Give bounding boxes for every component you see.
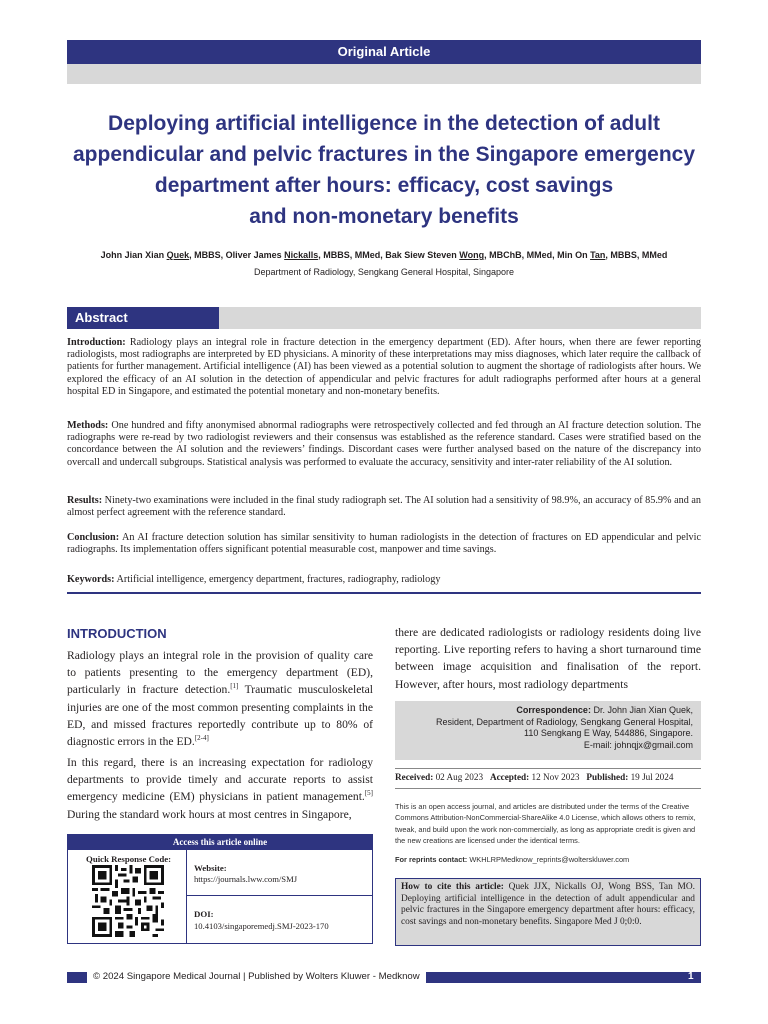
accepted-label: Accepted: (489, 772, 530, 782)
author-surname: Tan (590, 250, 606, 260)
abstract-keywords (67, 574, 701, 586)
abstract-results (67, 495, 701, 519)
article-type-banner: Original Article (67, 40, 701, 64)
website-link[interactable]: https://journals.lww.com/SMJ (194, 874, 298, 884)
abstract-label: Methods: (67, 420, 109, 431)
author-degrees: , MBBS, MMed, (318, 250, 386, 260)
author-degrees: , MBBS, MMed (605, 250, 668, 260)
author-surname: Quek (166, 250, 190, 260)
citation-ref[interactable]: [1] (230, 682, 239, 691)
intro-paragraph-continued: there are dedicated radiologists or radiology residents doing live reporting. Live reporting refers to having a short turnaround time between image acquisition and finalisation of the report. However, after hours, most radiology departments (395, 626, 701, 691)
correspondence-box (395, 701, 701, 760)
citation-ref[interactable]: [2-4] (194, 734, 209, 743)
intro-paragraph-1 (67, 647, 373, 750)
page-number: 1 (688, 971, 694, 982)
cite-text: Quek JJX, Nickalls OJ, Wong BSS, Tan MO. Deploying artificial intelligence in the detection of adult appendicular and pelvic fractures in the Singapore emergency department after hours: efficacy, cost savings and non-monetary benefits. Singapore Med J 0;0:0. (401, 882, 695, 927)
reprints-email[interactable]: WKHLRPMedknow_reprints@wolterskluwer.com (467, 855, 630, 864)
affiliation: Department of Radiology, Sengkang General Hospital, Singapore (254, 267, 514, 277)
section-heading-introduction: INTRODUCTION (67, 626, 167, 641)
published-date: 19 Jul 2024 (628, 772, 674, 782)
author-list (60, 250, 708, 260)
correspondence-email[interactable]: E-mail: johnqjx@gmail.com (583, 739, 693, 750)
license-notice: This is an open access journal, and articles are distributed under the terms of the Creative Commons Attribution-NonCommercial-ShareAlike 4.0 License, which allows others to remix, tweak, and build upon the work non-commercially, as long as appropriate credit is given and the new creations are licensed under the identical terms. (395, 802, 696, 845)
page-number-box (672, 972, 701, 983)
qr-code-icon[interactable] (92, 865, 164, 937)
received-label: Received: (395, 772, 434, 782)
abstract-label: Introduction: (67, 337, 126, 348)
abstract-label: Keywords: (67, 574, 115, 585)
abstract-text: An AI fracture detection solution has similar sensitivity to human radiologists in the detection of fractures on ED appendicular and pelvic radiographs. Its implementation offers significant potential measurable cost, manpower and time savings. (67, 532, 701, 556)
author-given-name: Min On (557, 250, 591, 260)
abstract-conclusion (67, 532, 701, 556)
citation-ref[interactable]: [5] (364, 789, 373, 798)
doi-label: DOI: (194, 909, 214, 919)
author-given-name: John Jian Xian (100, 250, 167, 260)
access-divider (186, 850, 187, 943)
body-text: During the standard work hours at most centres in Singapore, (67, 807, 352, 821)
abstract-text: Radiology plays an integral role in fracture detection in the emergency department (ED). After hours, when there are fewer reporting radiologists, most radiographs are interpreted by ED physicians. A minority of these interpretations may miss diagnoses, which later require the callback of patients for further management. Artificial intelligence (AI) has been viewed as a potential solution to augment the shortage of radiologists after hours. We explored the efficacy of an AI solution in the detection of appendicular and pelvic fractures for adult radiographs performed after hours at a general hospital ED in Singapore, and estimated the potential monetary and non-monetary benefits. (67, 337, 701, 397)
abstract-text: One hundred and fifty anonymised abnormal radiographs were retrospectively collected and fed through an AI fracture detection solution. The radiographs were re-read by two radiologist reviewers and their consensus was established as the reference standard. Cases were stratified based on the concordance between the AI solution and the reviewers’ findings. Discordant cases were further analysed based on the nature of the discrepancy into overcall and undercall subgroups. Statistical analysis was performed to evaluate the accuracy, sensitivity and inter-rater reliability of the AI solution. (67, 420, 701, 468)
author-degrees: , MBChB, MMed, (484, 250, 558, 260)
body-text: Traumatic musculoskeletal injuries are one of the most common presenting complaints in the ED, and missed fractures reportedly contribute up to 80% of diagnostic errors in the ED. (67, 683, 373, 749)
published-label: Published: (586, 772, 629, 782)
abstract-divider (67, 592, 701, 594)
author-given-name: Oliver James (225, 250, 285, 260)
abstract-heading: Abstract (67, 307, 219, 329)
cite-label: How to cite this article: (401, 882, 504, 892)
access-online-box (67, 834, 373, 944)
intro-paragraph-2 (67, 754, 373, 823)
correspondence-line: Resident, Department of Radiology, Sengkang General Hospital, (436, 716, 693, 727)
abstract-text: Artificial intelligence, emergency department, fractures, radiography, radiology (114, 574, 441, 585)
author-given-name: Bak Siew Steven (385, 250, 460, 260)
abstract-label: Conclusion: (67, 532, 120, 543)
reprints-contact (395, 855, 701, 864)
website-label: Website: (194, 863, 227, 873)
abstract-text: Ninety-two examinations were included in the final study radiograph set. The AI solution had a sensitivity of 98.9%, an accuracy of 85.9% and an almost perfect agreement with the reference standard. (67, 495, 701, 519)
title-line: appendicular and pelvic fractures in the Singapore emergency (72, 143, 696, 166)
reprints-label: For reprints contact: (395, 855, 468, 864)
banner-strip (67, 64, 701, 84)
title-line: and non-monetary benefits (249, 205, 519, 228)
body-text: In this regard, there is an increasing expectation for radiology departments to provide timely and accurate reports to assist emergency medicine (EM) physicians in patient management. (67, 756, 373, 804)
article-dates (395, 768, 701, 789)
abstract-methods (67, 420, 701, 469)
how-to-cite-box (395, 878, 701, 946)
correspondence-line: 110 Sengkang E Way, 544886, Singapore. (524, 728, 693, 738)
footer-copyright: © 2024 Singapore Medical Journal | Published by Wolters Kluwer - Medknow (87, 970, 426, 984)
abstract-label: Results: (67, 495, 103, 506)
access-heading: Access this article online (68, 835, 372, 850)
correspondence-name: Dr. John Jian Xian Quek, (590, 705, 693, 715)
doi-link[interactable]: 10.4103/singaporemedj.SMJ-2023-170 (194, 921, 329, 931)
qr-label: Quick Response Code: (86, 854, 172, 864)
author-surname: Nickalls (284, 250, 319, 260)
received-date: 02 Aug 2023 (433, 772, 484, 782)
abstract-introduction (67, 337, 701, 398)
correspondence-label: Correspondence: (516, 705, 591, 715)
title-line: department after hours: efficacy, cost savings (154, 174, 614, 197)
article-title (60, 108, 708, 232)
title-line: Deploying artificial intelligence in the detection of adult (108, 112, 660, 135)
body-text: Radiology plays an integral role in the provision of quality care to patients presenting to the emergency department (ED), particularly in fracture detection. (67, 649, 373, 697)
author-surname: Wong (459, 250, 485, 260)
accepted-date: 12 Nov 2023 (529, 772, 580, 782)
access-hr (186, 895, 372, 896)
author-degrees: , MBBS, (189, 250, 226, 260)
